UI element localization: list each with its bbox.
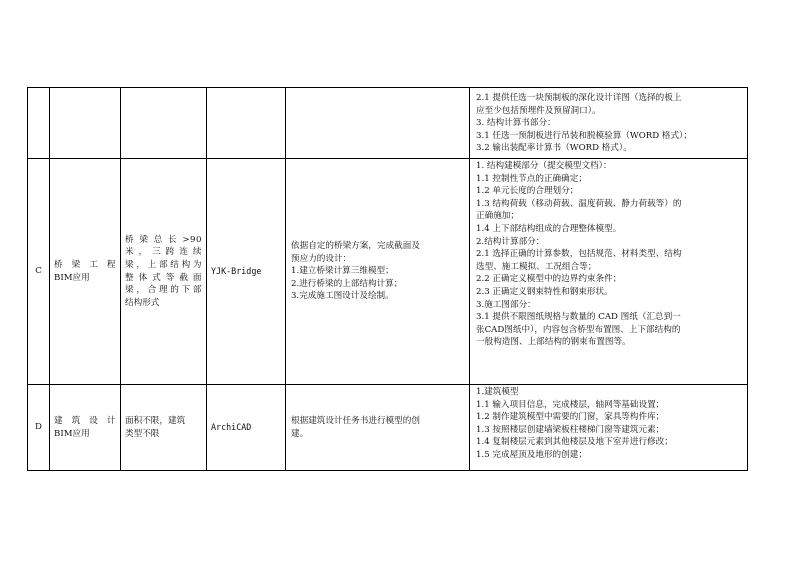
task-line: 2.2 正确定义模型中的边界约束条件； [476, 274, 622, 285]
task-line: 3.1 任选一预制板进行吊装和脱模验算（WORD 格式）； [476, 130, 692, 141]
scope-line: 结构形式 [125, 297, 160, 308]
scope-cell [121, 88, 207, 159]
software-cell [207, 159, 286, 385]
task-line: 2.1 提供任选一块预制板的深化设计详图（选择的板上 [476, 93, 682, 104]
tasks-cell [470, 159, 748, 385]
task-line: 1.3 按照楼层创建墙梁板柱楼梯门窗等建筑元素； [476, 424, 665, 435]
project-name-cell [50, 159, 121, 385]
task-line: 应至少包括预埋件及预留洞口）。 [476, 105, 601, 116]
task-line: 1.建筑模型 [476, 387, 519, 397]
task-line: 1. 结构建模部分（提交模型文档）： [476, 161, 612, 171]
requirement-line: 建。 [291, 428, 309, 439]
row-id-cell [28, 159, 50, 385]
task-line: 1.1 输入项目信息，完成楼层，轴网等基础设置； [476, 399, 665, 410]
row-id-cell [28, 385, 50, 471]
task-line: 1.4 复制楼层元素到其他楼层及地下室并进行修改； [476, 437, 673, 448]
requirement-line: 预应力的设计： [291, 253, 352, 264]
task-line: 3.施工图部分： [476, 299, 536, 310]
scope-line: 桥梁总长>90 [125, 234, 202, 245]
table-row [28, 385, 748, 471]
requirement-line: 3.完成施工图设计及绘制。 [291, 291, 394, 302]
row-id: C [35, 266, 42, 277]
tasks-cell [470, 385, 748, 471]
requirement-cell [286, 88, 470, 159]
scope-line: 米，三跨连续 [125, 247, 202, 258]
tasks-cell [470, 88, 748, 159]
scope-line: 梁，上部结构为 [125, 259, 202, 270]
requirement-line: 依据自定的桥梁方案，完成截面及 [291, 241, 420, 252]
task-line: 3.1 提供不限图纸规格与数量的 CAD 图纸（汇总到一 [476, 312, 681, 323]
software-cell [207, 88, 286, 159]
table-row [28, 88, 748, 159]
project-name-line: 桥梁工程 [54, 259, 116, 270]
task-line: 1.3 结构荷载（移动荷载、温度荷载、静力荷载等）的 [476, 198, 682, 209]
task-line: 1.4 上下部结构组成的合理整体模型。 [476, 223, 622, 234]
scope-cell [121, 385, 207, 471]
project-name-cell [50, 385, 121, 471]
scope-line: 整体式等截面 [125, 272, 202, 283]
task-line: 选型、施工模拟、工况组合等； [476, 261, 597, 272]
task-line: 张CAD图纸中），内容包含桥型布置图、上下部结构的 [476, 324, 681, 335]
project-name-line: BIM应用 [54, 272, 90, 283]
software-name: YJK-Bridge [211, 265, 262, 276]
requirements-table [27, 87, 748, 471]
project-name-line: BIM应用 [54, 428, 90, 439]
software-cell [207, 385, 286, 471]
row-id: D [35, 422, 42, 433]
task-line: 2.1 选择正确的计算参数，包括规范、材料类型、结构 [476, 249, 682, 260]
scope-line: 类型不限 [125, 428, 160, 439]
task-line: 1.5 完成屋顶及地形的创建； [476, 449, 587, 460]
requirement-cell [286, 159, 470, 385]
task-line: 1.1 控制性节点的正确确定； [476, 173, 587, 184]
requirement-line: 根据建筑设计任务书进行模型的创 [291, 415, 420, 426]
requirement-line: 2.进行桥梁的上部结构计算； [291, 278, 403, 289]
project-name-line: 建筑设计 [54, 415, 116, 426]
task-line: 3.2 输出装配率计算书（WORD 格式）。 [476, 143, 632, 154]
scope-line: 面积不限，建筑 [125, 415, 186, 426]
table-row [28, 159, 748, 385]
requirement-cell [286, 385, 470, 471]
row-id-cell [28, 88, 50, 159]
scope-cell [121, 159, 207, 385]
task-line: 2.结构计算部分： [476, 236, 545, 247]
task-line: 3. 结构计算书部分： [476, 118, 556, 129]
task-line: 正确施加； [476, 211, 519, 222]
software-name: ArchiCAD [211, 421, 252, 432]
task-line: 1.2 制作建筑模型中需要的门窗，家具等构件库； [476, 412, 665, 423]
scope-line: 梁，合理的下部 [125, 285, 202, 296]
project-name-cell [50, 88, 121, 159]
task-line: 一般构造图、上部结构的钢束布置图等。 [476, 337, 631, 348]
task-line: 1.2 单元长度的合理划分； [476, 186, 579, 197]
requirement-line: 1.建立桥梁计算三维模型； [291, 266, 394, 277]
task-line: 2.3 正确定义钢束特性和钢束形状。 [476, 286, 613, 297]
